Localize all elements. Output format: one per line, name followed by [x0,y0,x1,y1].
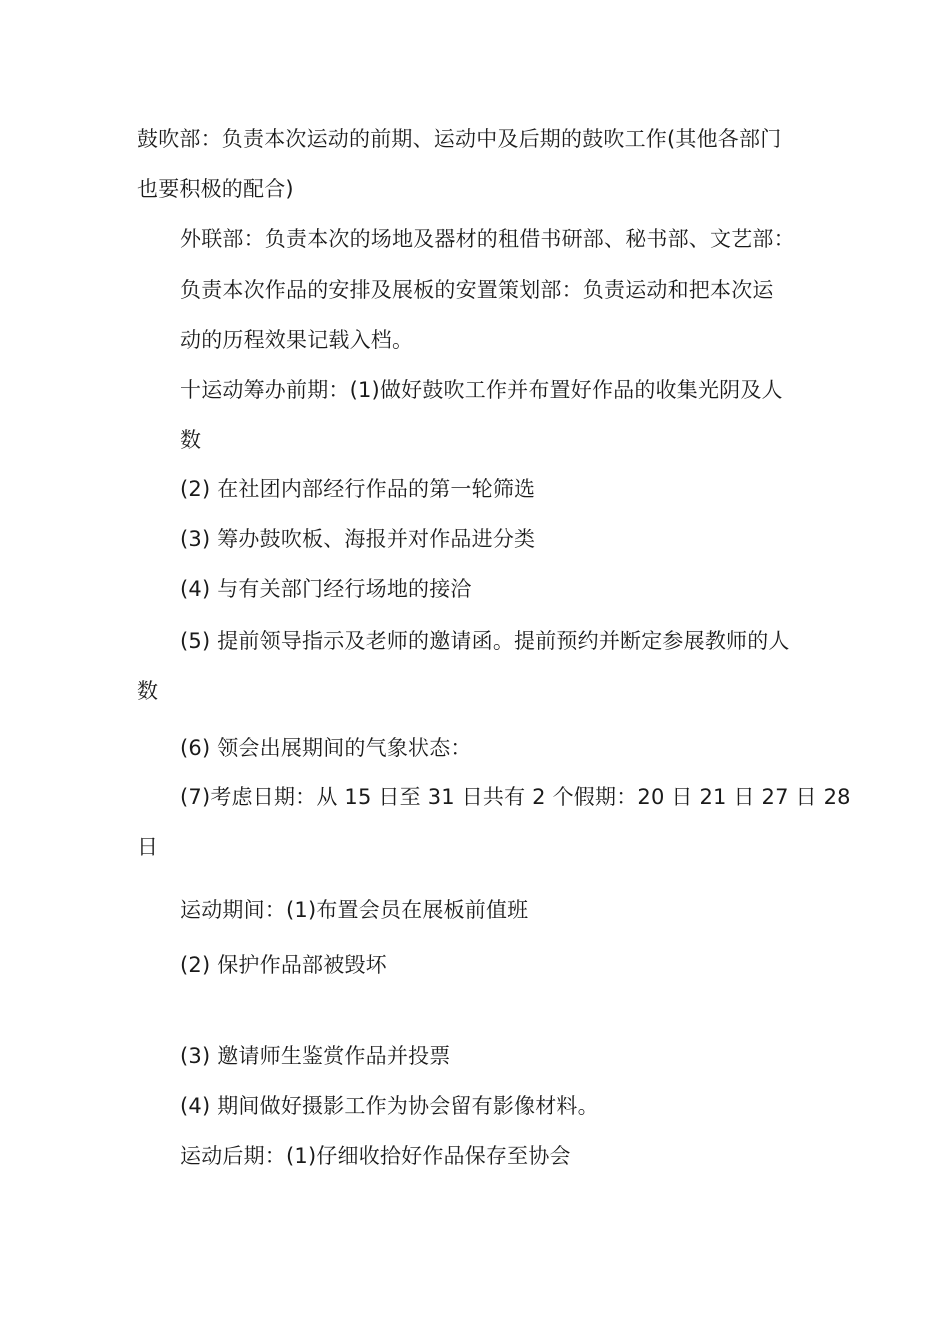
text-line: 运动期间：(1)布置会员在展板前值班 [180,898,529,922]
text-line: 也要积极的配合) [137,177,294,201]
text-line: 十运动筹办前期：(1)做好鼓吹工作并布置好作品的收集光阴及人 [180,378,783,402]
text-line: (3) 筹办鼓吹板、海报并对作品进分类 [180,527,536,551]
text-line: (7)考虑日期：从 15 日至 31 日共有 2 个假期：20 日 21 日 27 日 28 [180,785,851,809]
text-line: 日 [137,835,159,859]
text-line: 数 [137,679,159,703]
text-line: 外联部：负责本次的场地及器材的租借书研部、秘书部、文艺部： [180,227,795,251]
text-line: (6) 领会出展期间的气象状态： [180,736,472,760]
text-line: 数 [180,428,202,452]
text-line: (5) 提前领导指示及老师的邀请函。提前预约并断定参展教师的人 [180,629,790,653]
text-line: (4) 期间做好摄影工作为协会留有影像材料。 [180,1094,599,1118]
text-line: 负责本次作品的安排及展板的安置策划部：负责运动和把本次运 [180,278,774,302]
text-line: (3) 邀请师生鉴赏作品并投票 [180,1044,451,1068]
text-line: 鼓吹部：负责本次运动的前期、运动中及后期的鼓吹工作(其他各部门 [137,127,782,151]
text-line: (2) 保护作品部被毁坏 [180,953,387,977]
text-line: 运动后期：(1)仔细收拾好作品保存至协会 [180,1144,571,1168]
text-line: (4) 与有关部门经行场地的接洽 [180,577,472,601]
text-line: 动的历程效果记载入档。 [180,328,414,352]
text-line: (2) 在社团内部经行作品的第一轮筛选 [180,477,536,501]
